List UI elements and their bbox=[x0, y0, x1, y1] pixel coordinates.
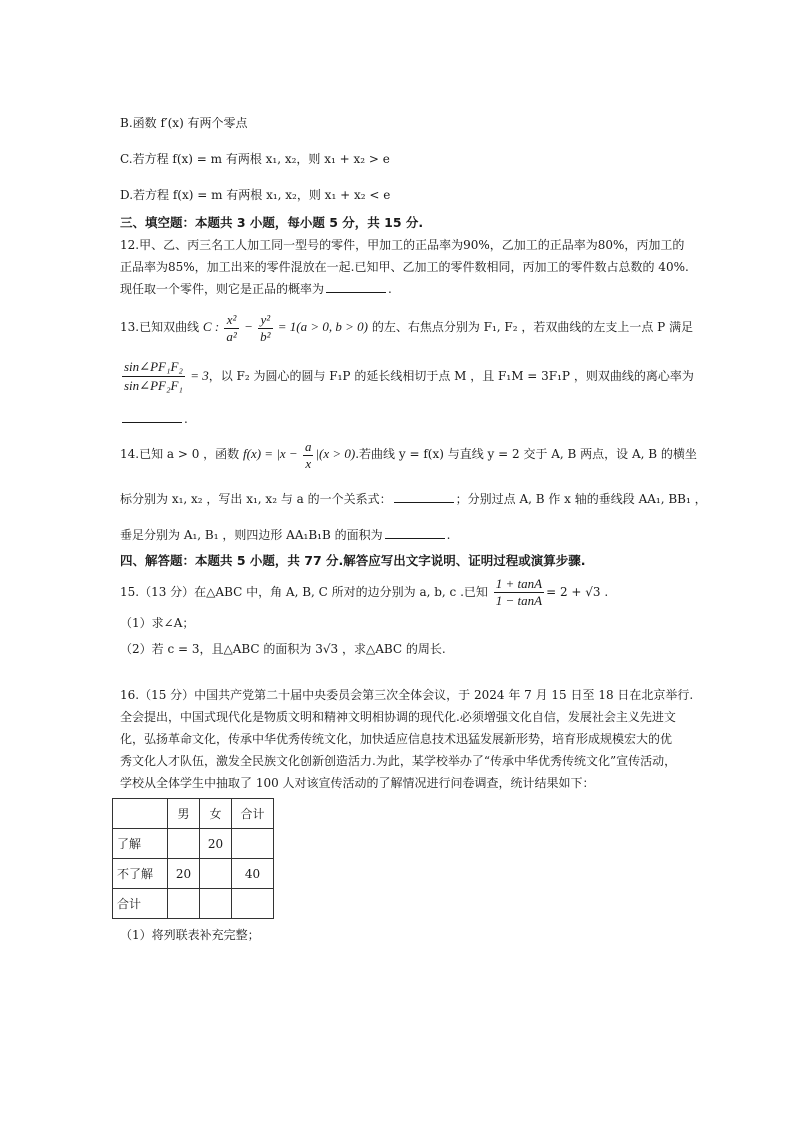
table-cell: 40 bbox=[232, 859, 274, 889]
table-row bbox=[113, 889, 274, 919]
q14-line-1 bbox=[120, 436, 697, 472]
q14-text-mid: .若曲线 y = f(x) 与直线 y = 2 交于 A, B 两点，设 A, B 的横坐 bbox=[355, 447, 697, 461]
q14-text-pre: 14.已知 a > 0 ，函数 bbox=[120, 447, 240, 461]
q13-line-2: $\frac{\text{sin∠PF₁F₂}}{\text{sin∠PF₂F₁}}$ = 3，以 F₂ 为圆心的圆与 F₁P 的延长线相切于点 M ，且 F₁M = 3F₁P ，则双曲线的离心率为 bbox=[124, 359, 694, 393]
table-row-label: 不了解 bbox=[113, 859, 168, 889]
option-d: D.若方程 f(x) = m 有两根 x₁, x₂，则 x₁ + x₂ < e bbox=[120, 188, 391, 202]
q16-line-1: 16.（15 分）中国共产党第二十届中央委员会第三次全体会议，于 2024 年 7 月 15 日至 18 日在北京举行. bbox=[120, 688, 694, 702]
q12-line-2: 正品率为85%，加工出来的零件混放在一起.已知甲、乙加工的零件数相同，丙加工的零件数占总数的 40%. bbox=[120, 260, 689, 274]
table-row bbox=[113, 829, 274, 859]
table-header-row bbox=[113, 799, 274, 829]
q15-text-post: = 2 + √3 . bbox=[546, 585, 609, 599]
option-c: C.若方程 f(x) = m 有两根 x₁, x₂，则 x₁ + x₂ > e bbox=[120, 152, 390, 166]
table-cell bbox=[232, 829, 274, 859]
table-row-label: 合计 bbox=[113, 889, 168, 919]
q13-line-3: . bbox=[120, 410, 188, 428]
table-cell: 女 bbox=[200, 799, 232, 829]
frac-a-x: $\frac{a}{x}$ bbox=[304, 438, 312, 471]
q14-line-2 bbox=[120, 490, 707, 508]
q15-line-1 bbox=[120, 574, 608, 610]
q14-text-2b: ；分别过点 A, B 作 x 轴的垂线段 AA₁, BB₁ ， bbox=[455, 492, 707, 506]
q16-line-5: 学校从全体学生中抽取了 100 人对该宣传活动的了解情况进行问卷调查，统计结果如下： bbox=[120, 776, 595, 790]
function-def: f(x) = |x − $\frac{a}{x}$ |(x > 0) bbox=[243, 438, 356, 471]
q13-line-1 bbox=[120, 310, 693, 345]
section-4-title: 四、解答题：本题共 5 小题，共 77 分.解答应写出文字说明、证明过程或演算步骤. bbox=[120, 553, 586, 568]
q12-line-1: 12.甲、乙、丙三名工人加工同一型号的零件，甲加工的正品率为90%，乙加工的正品率为80%，丙加工的 bbox=[120, 238, 685, 252]
q16-sub-1: （1）将列联表补充完整； bbox=[120, 928, 260, 942]
answer-blank bbox=[326, 280, 386, 293]
q16-line-2: 全会提出，中国式现代化是物质文明和精神文明相协调的现代化.必须增强文化自信，发展社会主义先进文 bbox=[120, 710, 676, 724]
q16-line-3: 化，弘扬革命文化，传承中华优秀传统文化，加快适应信息技术迅猛发展新形势，培育形成规模宏大的优 bbox=[120, 732, 673, 746]
tan-ratio: $\frac{1 + \tan A}{1 - \tan A}$ bbox=[495, 576, 543, 608]
table-cell bbox=[232, 889, 274, 919]
table-cell bbox=[168, 829, 200, 859]
q15-text-pre: 15.（13 分）在△ABC 中，角 A, B, C 所对的边分别为 a, b, c .已知 bbox=[120, 585, 488, 599]
table-cell: 20 bbox=[168, 859, 200, 889]
q14-text-3a: 垂足分别为 A₁, B₁ ，则四边形 AA₁B₁B 的面积为 bbox=[120, 528, 383, 542]
q15-sub-1: （1）求∠A； bbox=[120, 616, 195, 630]
answer-blank bbox=[122, 410, 182, 423]
table-row bbox=[113, 859, 274, 889]
q14-line-3: 垂足分别为 A₁, B₁ ，则四边形 AA₁B₁B 的面积为 . bbox=[120, 528, 451, 542]
q13-text-pre: 13.已知双曲线 bbox=[120, 320, 200, 334]
frac-y2-b2: $\frac{\text{y²}}{\text{b²}}$ bbox=[260, 311, 271, 344]
q13-text-l2: ，以 F₂ 为圆心的圆与 F₁P 的延长线相切于点 M ，且 F₁M = 3F₁P ，则双曲线的离心率为 bbox=[208, 369, 694, 383]
q16-line-4: 秀文化人才队伍，激发全民族文化创新创造活力.为此，某学校举办了“传承中华优秀传统文化”宣传活动， bbox=[120, 754, 677, 768]
sine-ratio: $\frac{\text{sin∠PF₁F₂}}{\text{sin∠PF₂F₁}}$ bbox=[124, 359, 183, 393]
q15-sub-2: （2）若 c = 3，且△ABC 的面积为 3√3 ，求△ABC 的周长. bbox=[120, 642, 446, 656]
hyperbola-equation: C : $\frac{\text{x²}}{\text{a²}}$ − $\frac{\text{y²}}{\text{b²}}$ = 1(a > 0, b > 0) bbox=[202, 311, 368, 344]
table-cell bbox=[200, 889, 232, 919]
q12-line-3: 现任取一个零件，则它是正品的概率为 . bbox=[120, 282, 392, 296]
table-cell: 合计 bbox=[232, 799, 274, 829]
q14-text-2a: 标分别为 x₁, x₂ ，写出 x₁, x₂ 与 a 的一个关系式： bbox=[120, 492, 392, 506]
frac-x2-a2: $\frac{\text{x²}}{\text{a²}}$ bbox=[226, 311, 237, 344]
answer-blank bbox=[385, 526, 445, 539]
table-cell: 男 bbox=[168, 799, 200, 829]
answer-blank bbox=[394, 490, 454, 503]
table-cell bbox=[200, 859, 232, 889]
q13-text-mid: 的左、右焦点分别为 F₁, F₂ ，若双曲线的左支上一点 P 满足 bbox=[371, 320, 694, 334]
contingency-table bbox=[112, 798, 274, 919]
table-cell bbox=[168, 889, 200, 919]
q12-text: 现任取一个零件，则它是正品的概率为 bbox=[120, 282, 325, 296]
section-3-title: 三、填空题：本题共 3 小题，每小题 5 分，共 15 分. bbox=[120, 215, 424, 230]
table-cell bbox=[113, 799, 168, 829]
table-row-label: 了解 bbox=[113, 829, 168, 859]
option-b: B.函数 f′(x) 有两个零点 bbox=[120, 116, 248, 130]
table-cell: 20 bbox=[200, 829, 232, 859]
